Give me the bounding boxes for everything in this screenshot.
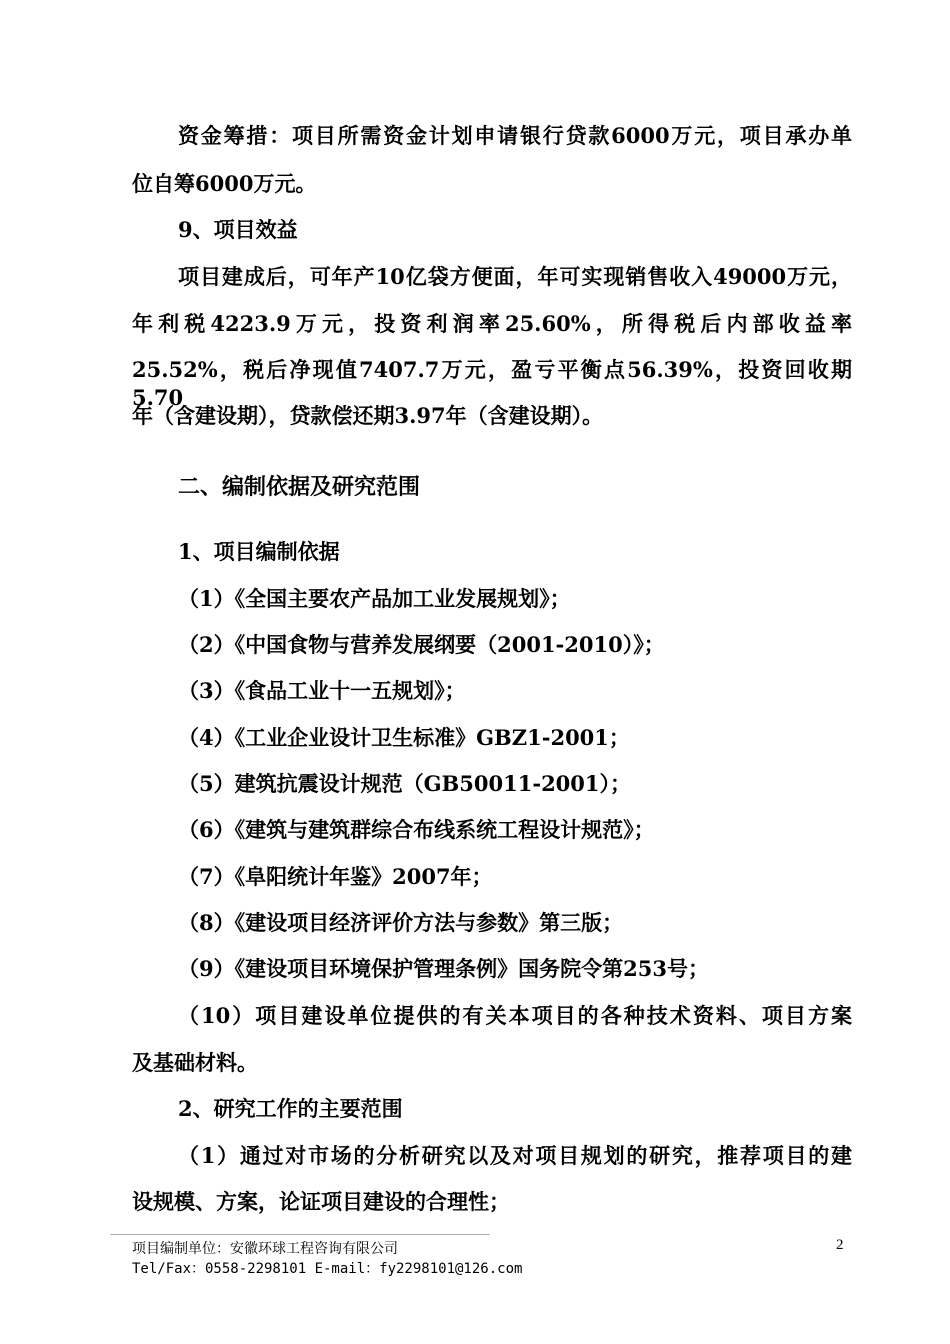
scope-item-1-line-1: （1）通过对市场的分析研究以及对项目规划的研究，推荐项目的建 [178, 1143, 852, 1168]
basis-item-10-line-1: （10）项目建设单位提供的有关本项目的各种技术资料、项目方案 [178, 1003, 852, 1028]
basis-list-item: （9）《建设项目环境保护管理条例》国务院令第253号； [178, 956, 709, 981]
basis-list-item: （3）《食品工业十一五规划》； [178, 678, 466, 703]
basis-list-item: （8）《建设项目经济评价方法与参数》第三版； [178, 910, 624, 935]
benefit-paragraph-line-4: 年（含建设期），贷款偿还期3.97年（含建设期）。 [132, 403, 604, 428]
basis-list-item: （1）《全国主要农产品加工业发展规划》； [178, 586, 571, 611]
section-9-heading: 9、项目效益 [178, 217, 298, 242]
footer-compiling-unit: 项目编制单位：安徽环球工程咨询有限公司 [132, 1241, 398, 1257]
footer-contact: Tel/Fax：0558-2298101 E-mail：fy2298101@126.com [132, 1261, 523, 1277]
section-2-title: 二、编制依据及研究范围 [178, 474, 421, 500]
benefit-paragraph-line-3: 25.52%，税后净现值7407.7万元，盈亏平衡点56.39%，投资回收期5.70 [132, 357, 852, 410]
page-number: 2 [836, 1237, 844, 1253]
basis-list-item: （2）《中国食物与营养发展纲要（2001-2010）》； [178, 632, 665, 657]
basis-item-10-line-2: 及基础材料。 [132, 1050, 258, 1075]
basis-list-item: （4）《工业企业设计卫生标准》GBZ1-2001； [178, 725, 630, 750]
scope-item-1-line-2: 设规模、方案，论证项目建设的合理性； [132, 1189, 510, 1214]
basis-list-item: （6）《建筑与建筑群综合布线系统工程设计规范》； [178, 817, 655, 842]
funding-paragraph-line-1: 资金筹措：项目所需资金计划申请银行贷款6000万元，项目承办单 [178, 123, 852, 148]
benefit-paragraph-line-1: 项目建成后，可年产10亿袋方便面，年可实现销售收入49000万元， [178, 264, 852, 289]
funding-paragraph-line-2: 位自筹6000万元。 [132, 171, 317, 196]
basis-list-item: （7）《阜阳统计年鉴》2007年； [178, 864, 493, 889]
subsection-2-heading: 2、研究工作的主要范围 [178, 1096, 403, 1121]
basis-list-item: （5）建筑抗震设计规范（GB50011-2001）； [178, 771, 632, 796]
footer-divider [110, 1234, 490, 1235]
subsection-1-heading: 1、项目编制依据 [178, 539, 340, 564]
benefit-paragraph-line-2: 年利税4223.9万元，投资利润率25.60%，所得税后内部收益率 [132, 311, 852, 336]
